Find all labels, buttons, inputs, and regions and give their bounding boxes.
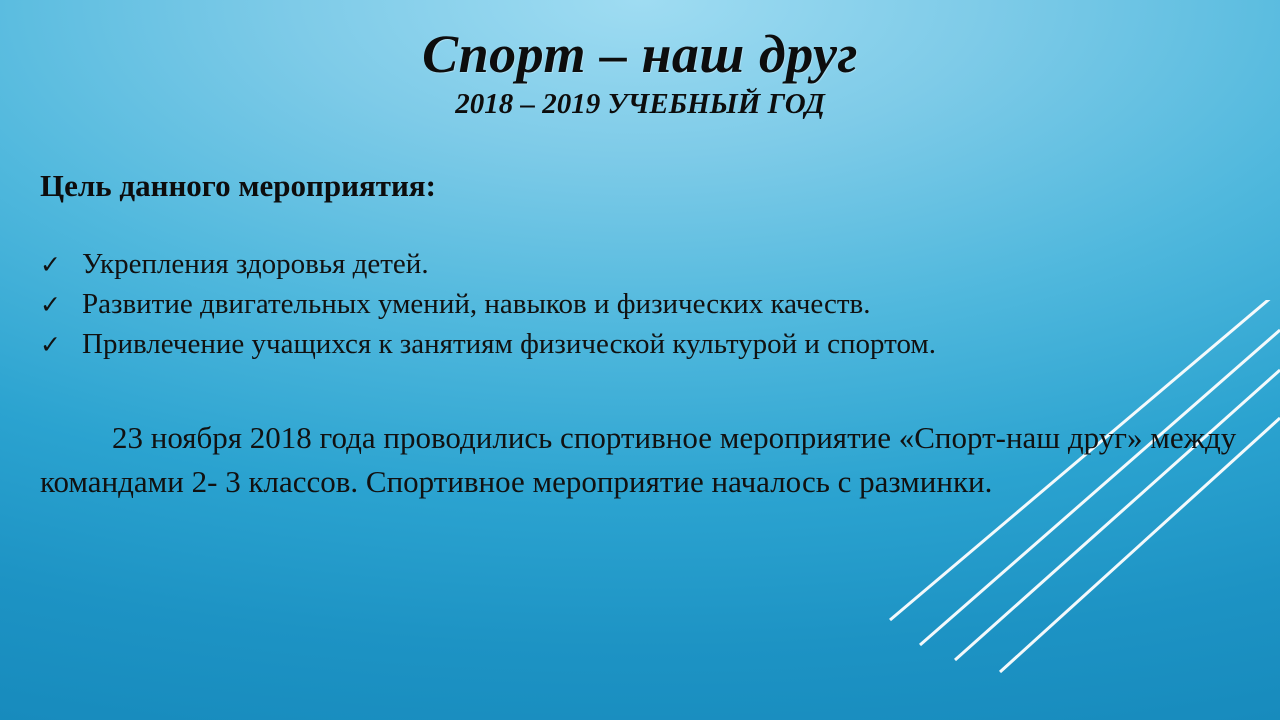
list-item — [40, 284, 1250, 324]
page-title: Спорт – наш друг — [422, 24, 858, 84]
list-item-label: Укрепления здоровья детей. — [82, 247, 429, 280]
checkmark-icon: ✓ — [40, 249, 61, 279]
list-item — [40, 244, 1250, 284]
checkmark-icon: ✓ — [40, 329, 61, 359]
goal-bullet-list — [40, 244, 1250, 364]
body-paragraph: 23 ноября 2018 года проводились спортивное мероприятие «Спорт-наш друг» между командами 2- 3 классов. Спортивное мероприятие началось с разминки. — [40, 419, 1237, 499]
page-subtitle: 2018 – 2019 УЧЕБНЫЙ ГОД — [455, 87, 825, 120]
title-block — [0, 26, 1280, 121]
goal-heading: Цель данного мероприятия: — [40, 168, 436, 203]
checkmark-icon: ✓ — [40, 289, 61, 319]
list-item-label: Развитие двигательных умений, навыков и физических качеств. — [82, 287, 871, 320]
list-item-label: Привлечение учащихся к занятиям физической культурой и спортом. — [82, 327, 936, 360]
slide-body — [40, 168, 1250, 535]
list-item — [40, 324, 1250, 364]
